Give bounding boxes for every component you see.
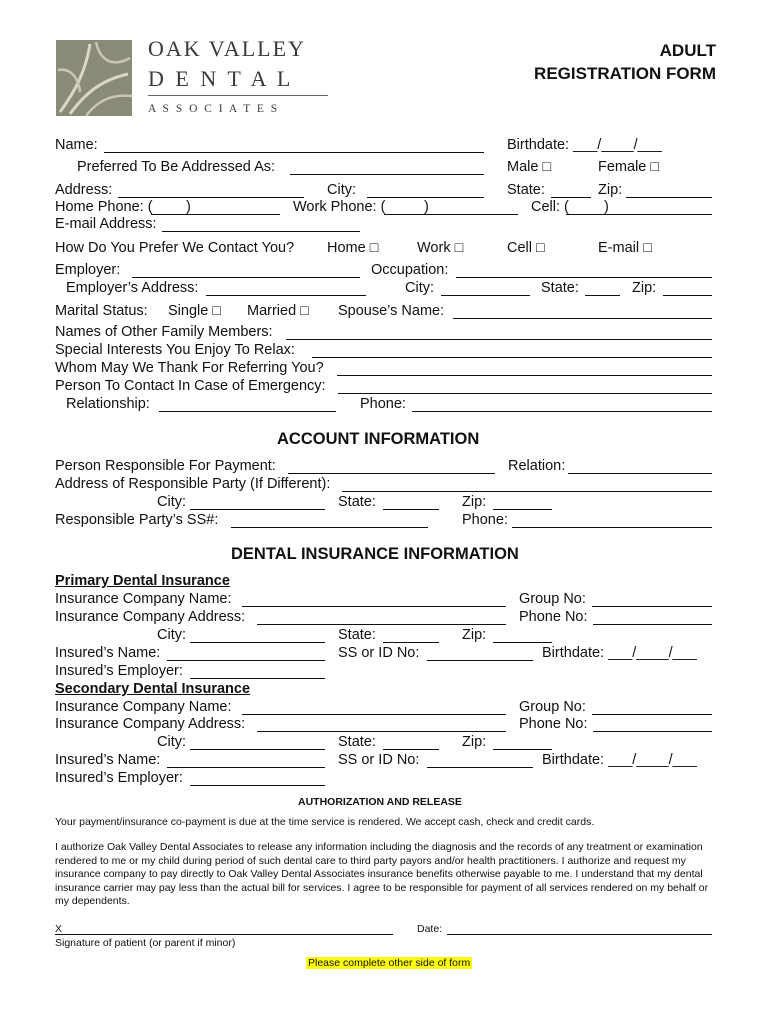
secondary-insured-name-field[interactable] bbox=[167, 767, 325, 768]
married-checkbox[interactable]: Married □ bbox=[247, 303, 309, 319]
logo-divider bbox=[148, 95, 328, 96]
primary-state-field[interactable] bbox=[383, 642, 439, 643]
primary-city-label: City: bbox=[157, 627, 186, 643]
primary-group-label: Group No: bbox=[519, 591, 586, 607]
account-phone-field[interactable] bbox=[512, 527, 712, 528]
primary-ss-id-field[interactable] bbox=[427, 660, 533, 661]
primary-company-name-label: Insurance Company Name: bbox=[55, 591, 232, 607]
contact-home-checkbox[interactable]: Home □ bbox=[327, 240, 379, 256]
state-field[interactable] bbox=[551, 197, 591, 198]
insurance-section-title: DENTAL INSURANCE INFORMATION bbox=[231, 545, 519, 563]
logo-line-2: D E N T A L bbox=[148, 66, 294, 91]
home-phone-field[interactable] bbox=[151, 214, 280, 215]
relation-field[interactable] bbox=[568, 473, 712, 474]
state-label: State: bbox=[507, 182, 545, 198]
responsible-address-label: Address of Responsible Party (If Different): bbox=[55, 476, 331, 492]
secondary-insurance-heading: Secondary Dental Insurance bbox=[55, 681, 251, 697]
female-checkbox[interactable]: Female □ bbox=[598, 159, 660, 175]
employer-zip-label: Zip: bbox=[632, 280, 657, 296]
secondary-insured-name-label: Insured’s Name: bbox=[55, 752, 161, 768]
account-state-field[interactable] bbox=[383, 509, 439, 510]
primary-company-address-field[interactable] bbox=[257, 624, 506, 625]
secondary-state-field[interactable] bbox=[383, 749, 439, 750]
employer-address-field[interactable] bbox=[206, 295, 366, 296]
account-phone-label: Phone: bbox=[462, 512, 508, 528]
preferred-name-label: Preferred To Be Addressed As: bbox=[77, 159, 276, 175]
secondary-ss-id-label: SS or ID No: bbox=[338, 752, 420, 768]
cell-label: Cell: ( bbox=[531, 199, 569, 215]
employer-city-label: City: bbox=[405, 280, 434, 296]
account-city-label: City: bbox=[157, 494, 186, 510]
relationship-label: Relationship: bbox=[66, 396, 150, 412]
interests-label: Special Interests You Enjoy To Relax: bbox=[55, 342, 295, 358]
primary-insured-employer-label: Insured’s Employer: bbox=[55, 663, 183, 679]
account-state-label: State: bbox=[338, 494, 376, 510]
authorization-title: AUTHORIZATION AND RELEASE bbox=[298, 796, 462, 808]
secondary-group-field[interactable] bbox=[592, 714, 712, 715]
emergency-contact-label: Person To Contact In Case of Emergency: bbox=[55, 378, 326, 394]
account-zip-field[interactable] bbox=[493, 509, 552, 510]
account-section-title: ACCOUNT INFORMATION bbox=[277, 430, 480, 448]
zip-field[interactable] bbox=[626, 197, 712, 198]
primary-insurance-heading: Primary Dental Insurance bbox=[55, 573, 230, 589]
form-title-registration: REGISTRATION FORM bbox=[534, 64, 716, 83]
date-field[interactable] bbox=[447, 934, 712, 935]
name-label: Name: bbox=[55, 137, 98, 153]
secondary-state-label: State: bbox=[338, 734, 376, 750]
release-statement-text: I authorize Oak Valley Dental Associates to release any information including the diagnosis and the records of any treatment or examination rendered to me or my child during period of such dental care to third party payors and/or health practitioners. I authorize and request my insurance company to pay directly to Oak Valley Dental Associates insurance benefits otherwise payable to me. I understand that my dental insurance carrier may pay less than the actual bill for services. I agree to be responsible for payment of all services rendered on my behalf or my dependents. bbox=[55, 841, 709, 907]
birthdate-label: Birthdate: ___/____/___ bbox=[507, 137, 662, 153]
city-label: City: bbox=[327, 182, 356, 198]
secondary-insured-employer-label: Insured’s Employer: bbox=[55, 770, 183, 786]
single-checkbox[interactable]: Single □ bbox=[168, 303, 222, 319]
employer-city-field[interactable] bbox=[441, 295, 530, 296]
logo-line-1: OAK VALLEY bbox=[148, 36, 306, 61]
occupation-field[interactable] bbox=[456, 277, 712, 278]
notice-text: Please complete other side of form bbox=[308, 957, 471, 969]
cell-close: ) bbox=[604, 199, 609, 215]
date-label: Date: bbox=[417, 923, 443, 935]
family-members-field[interactable] bbox=[286, 339, 712, 340]
responsible-party-label: Person Responsible For Payment: bbox=[55, 458, 276, 474]
home-phone-close: ) bbox=[186, 199, 191, 215]
preferred-name-field[interactable] bbox=[290, 174, 484, 175]
spouse-name-label: Spouse’s Name: bbox=[338, 303, 445, 319]
employer-zip-field[interactable] bbox=[663, 295, 712, 296]
family-members-label: Names of Other Family Members: bbox=[55, 324, 273, 340]
city-field[interactable] bbox=[367, 197, 484, 198]
account-city-field[interactable] bbox=[190, 509, 325, 510]
payment-policy-text: Your payment/insurance co-payment is due at the time service is rendered. We accept cash, check and credit cards. bbox=[55, 816, 595, 828]
employer-state-field[interactable] bbox=[585, 295, 620, 296]
secondary-group-label: Group No: bbox=[519, 699, 586, 715]
male-checkbox[interactable]: Male □ bbox=[507, 159, 552, 175]
secondary-company-name-field[interactable] bbox=[242, 714, 506, 715]
marital-status-label: Marital Status: bbox=[55, 303, 148, 319]
contact-cell-checkbox[interactable]: Cell □ bbox=[507, 240, 545, 256]
primary-company-name-field[interactable] bbox=[242, 606, 506, 607]
referral-field[interactable] bbox=[337, 375, 712, 376]
primary-state-label: State: bbox=[338, 627, 376, 643]
email-field[interactable] bbox=[162, 231, 360, 232]
emergency-phone-field[interactable] bbox=[412, 411, 712, 412]
zip-label: Zip: bbox=[598, 182, 623, 198]
form-title-adult: ADULT bbox=[659, 41, 716, 60]
address-label: Address: bbox=[55, 182, 113, 198]
account-zip-label: Zip: bbox=[462, 494, 487, 510]
employer-field[interactable] bbox=[132, 277, 360, 278]
primary-phone-field[interactable] bbox=[593, 624, 712, 625]
primary-insured-name-field[interactable] bbox=[167, 660, 325, 661]
secondary-birthdate-label: Birthdate: ___/____/___ bbox=[542, 752, 697, 768]
signature-field[interactable] bbox=[55, 934, 393, 935]
secondary-city-label: City: bbox=[157, 734, 186, 750]
contact-preference-label: How Do You Prefer We Contact You? bbox=[55, 240, 295, 256]
spouse-name-field[interactable] bbox=[453, 318, 712, 319]
work-phone-close: ) bbox=[424, 199, 429, 215]
email-label: E-mail Address: bbox=[55, 216, 157, 232]
complete-other-side-notice bbox=[306, 957, 472, 971]
primary-insured-employer-field[interactable] bbox=[190, 678, 325, 679]
secondary-city-field[interactable] bbox=[190, 749, 325, 750]
contact-email-checkbox[interactable]: E-mail □ bbox=[598, 240, 652, 256]
emergency-phone-label: Phone: bbox=[360, 396, 406, 412]
name-field[interactable] bbox=[104, 152, 484, 153]
oak-leaf-icon bbox=[56, 40, 132, 116]
logo-line-3: A S S O C I A T E S bbox=[148, 103, 280, 115]
emergency-contact-field[interactable] bbox=[338, 393, 712, 394]
responsible-address-field[interactable] bbox=[342, 491, 712, 492]
secondary-phone-label: Phone No: bbox=[519, 716, 588, 732]
primary-company-address-label: Insurance Company Address: bbox=[55, 609, 246, 625]
interests-field[interactable] bbox=[312, 357, 712, 358]
secondary-zip-field[interactable] bbox=[493, 749, 552, 750]
responsible-ss-field[interactable] bbox=[231, 527, 428, 528]
primary-group-field[interactable] bbox=[592, 606, 712, 607]
secondary-zip-label: Zip: bbox=[462, 734, 487, 750]
relationship-field[interactable] bbox=[159, 411, 336, 412]
employer-address-label: Employer’s Address: bbox=[66, 280, 199, 296]
primary-ss-id-label: SS or ID No: bbox=[338, 645, 420, 661]
primary-birthdate-label: Birthdate: ___/____/___ bbox=[542, 645, 697, 661]
primary-zip-label: Zip: bbox=[462, 627, 487, 643]
referral-label: Whom May We Thank For Referring You? bbox=[55, 360, 324, 376]
secondary-phone-field[interactable] bbox=[593, 731, 712, 732]
secondary-company-address-label: Insurance Company Address: bbox=[55, 716, 246, 732]
work-phone-label: Work Phone: ( bbox=[293, 199, 386, 215]
primary-phone-label: Phone No: bbox=[519, 609, 588, 625]
cell-field[interactable] bbox=[566, 214, 712, 215]
secondary-insured-employer-field[interactable] bbox=[190, 785, 325, 786]
relation-label: Relation: bbox=[508, 458, 566, 474]
responsible-party-field[interactable] bbox=[288, 473, 495, 474]
employer-label: Employer: bbox=[55, 262, 121, 278]
primary-insured-name-label: Insured’s Name: bbox=[55, 645, 161, 661]
primary-city-field[interactable] bbox=[190, 642, 325, 643]
contact-work-checkbox[interactable]: Work □ bbox=[417, 240, 464, 256]
signature-x-mark: X bbox=[55, 923, 63, 935]
address-field[interactable] bbox=[118, 197, 304, 198]
work-phone-field[interactable] bbox=[384, 214, 518, 215]
signature-caption: Signature of patient (or parent if minor) bbox=[55, 937, 236, 949]
secondary-company-name-label: Insurance Company Name: bbox=[55, 699, 232, 715]
home-phone-label: Home Phone: ( bbox=[55, 199, 153, 215]
primary-zip-field[interactable] bbox=[493, 642, 552, 643]
occupation-label: Occupation: bbox=[371, 262, 449, 278]
secondary-company-address-field[interactable] bbox=[257, 731, 506, 732]
responsible-ss-label: Responsible Party’s SS#: bbox=[55, 512, 219, 528]
secondary-ss-id-field[interactable] bbox=[427, 767, 533, 768]
employer-state-label: State: bbox=[541, 280, 579, 296]
